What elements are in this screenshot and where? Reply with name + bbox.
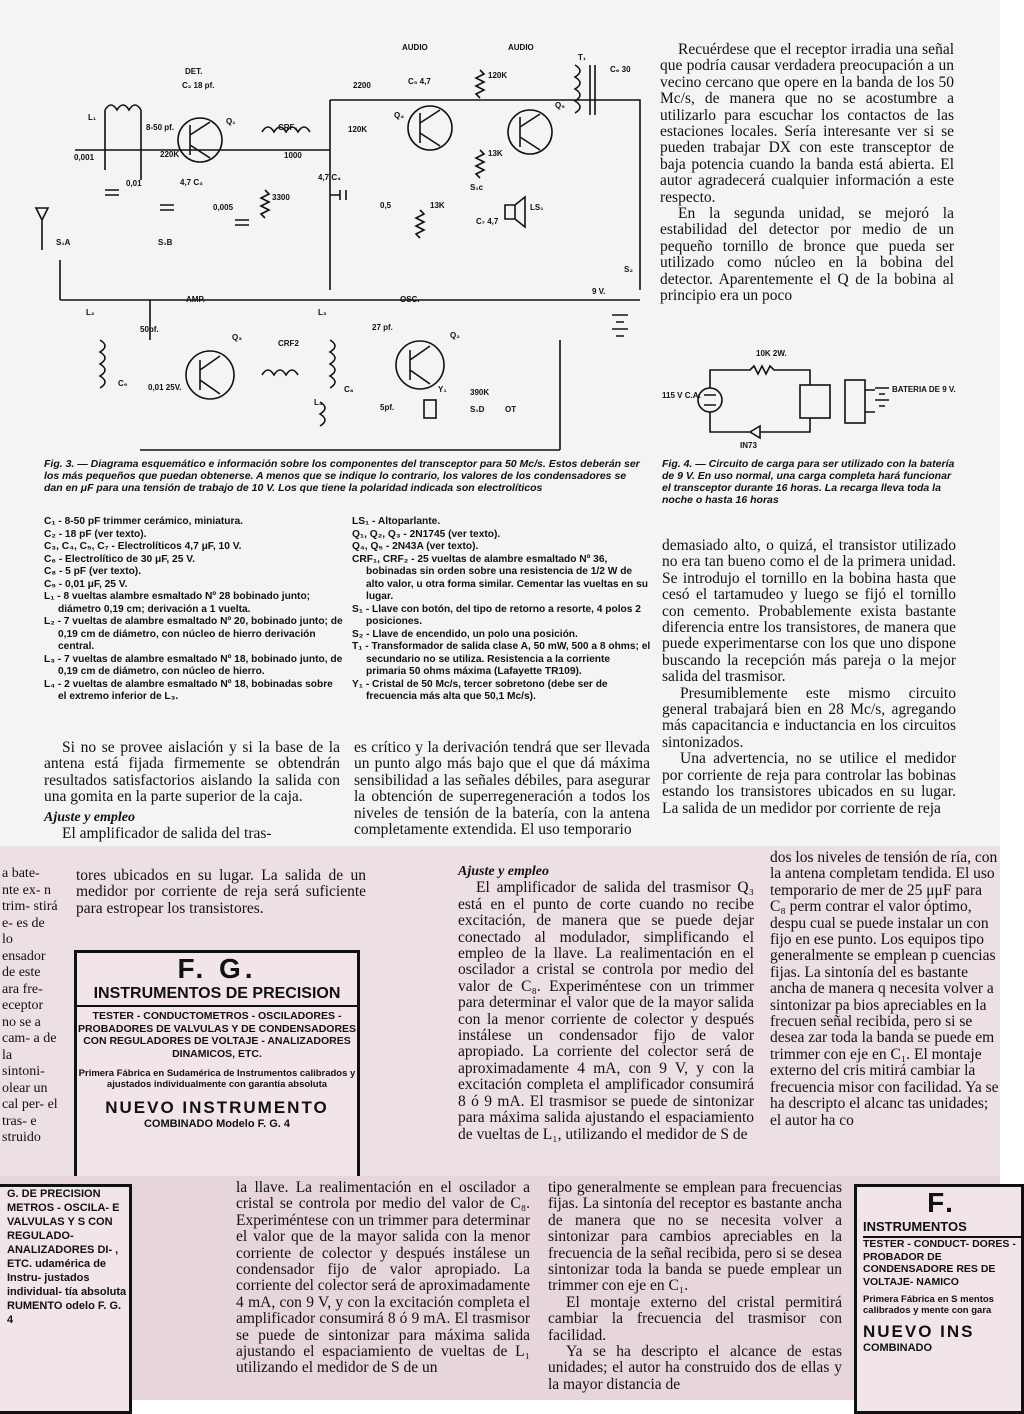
middle-page xyxy=(0,846,1000,1176)
ad-new-instrument: NUEVO INS xyxy=(863,1322,975,1341)
parts-list-left xyxy=(44,516,344,704)
label-r1000: 1000 xyxy=(284,151,302,160)
label-r13b: 13K xyxy=(430,201,445,210)
label-s2: S₂ xyxy=(624,265,633,274)
label-c2: C₂ 18 pf. xyxy=(182,81,215,90)
label-c4: 4,7 C₄ xyxy=(318,173,341,182)
label-c1: 8-50 pf. xyxy=(146,123,175,132)
ad-factory-text: Primera Fábrica en Sudamérica de Instrumentos calibrados y ajustados individualmente con garantía absoluta xyxy=(78,1068,356,1090)
part-item: LS₁ - Altoparlante. xyxy=(352,516,441,527)
bottom-ad-right-fragment xyxy=(854,1184,1024,1414)
label-r120b: 120K xyxy=(348,125,368,134)
bottom-page xyxy=(0,1176,1016,1400)
part-item: L₂ - 7 vueltas de alambre esmaltado Nº 20, bobinado junto; de 0,19 cm de diámetro, con núcleo de hierro derivación central. xyxy=(44,616,343,652)
label-c0: 0,001 xyxy=(74,153,95,162)
label-l4: L₄ xyxy=(314,398,323,407)
part-item: Q₄, Q₅ - 2N43A (ver texto). xyxy=(352,541,479,552)
label-ot: OT xyxy=(505,405,517,414)
label-c5: C₅ 4,7 xyxy=(408,77,431,86)
ad-title: INSTRUMENTOS xyxy=(863,1219,1021,1238)
section-heading-ajuste: Ajuste y empleo xyxy=(44,809,135,825)
right-column-mid xyxy=(662,538,956,817)
middle-column-bottom xyxy=(354,740,650,838)
ad-products: TESTER - CONDUCT- DORES - PROBADOR DE CONDENSADORE RES DE VOLTAJE- NAMICO xyxy=(863,1238,1016,1288)
paragraph: tores ubicados en su lugar. La salida de un medidor por corriente de reja será suficiente para estropear los transistores. xyxy=(76,867,366,917)
label-s1d: S₁D xyxy=(470,405,485,414)
part-item: C₃, C₄, C₅, C₇ - Electrolíticos 4,7 μF, 10 V. xyxy=(44,541,242,552)
label-ls1: LS₁ xyxy=(530,203,544,212)
ad-brand: F. G. xyxy=(177,953,257,984)
left-edge-fragment: a bate- nte ex- n trim- stirá e- es de lo ensador de este ara fre- eceptor no se a cam- a de la sintoni- olear un cal per- el tras- e struido xyxy=(2,866,58,1145)
label-r390: 390K xyxy=(470,388,490,397)
ad-products: TESTER - CONDUCTOMETROS - OSCILADORES - PROBADORES DE VALVULAS Y DE CONDENSADORES CON REGULADORES DE VOLTAJE - ANALIZADORES DINAMICOS, ETC. xyxy=(77,1010,357,1060)
label-r220: 220K xyxy=(160,150,180,159)
ad-model: COMBINADO xyxy=(863,1342,933,1354)
part-item: L₁ - 8 vueltas alambre esmaltado Nº 28 bobinado junto; diámetro 0,19 cm; derivación a 1 vuelta. xyxy=(44,591,311,615)
label-l1: L₁ xyxy=(88,113,97,122)
label-q3: Q₃ xyxy=(232,333,242,342)
fig3-caption: Fig. 3. — Diagrama esquemático e información sobre los componentes del transceptor para 50 Mc/s. Estos deberán ser los más pequeños que puedan obtenerse. A menos que se indique lo contrario, los valores de los condensadores se dan en μF para una tensión de trabajo de 10 V. Los que tiene la polaridad indicada son electrolíticos xyxy=(44,458,640,494)
part-item: C₆ - Electrolítico de 30 μF, 25 V. xyxy=(44,553,195,565)
fig4-resistor-label: 10K 2W. xyxy=(756,349,787,358)
ad-model: COMBINADO Modelo F. G. 4 xyxy=(143,1118,291,1130)
bottom-column-3 xyxy=(548,1180,842,1393)
label-c50: 50pf. xyxy=(140,325,159,334)
part-item: S₁ - Llave con botón, del tipo de retorno a resorte, 4 polos 2 posiciones. xyxy=(352,603,641,627)
label-q2: Q₂ xyxy=(450,331,460,340)
label-r13a: 13K xyxy=(488,149,503,158)
label-c8: C₈ xyxy=(344,385,354,394)
label-audio-2: AUDIO xyxy=(508,43,534,52)
part-item: L₄ - 2 vueltas de alambre esmaltado Nº 18, bobinadas sobre el extremo inferior de L₃. xyxy=(44,678,333,702)
paragraph: la llave. La realimentación en el oscilador a cristal se controla por medio del valor de C₈. Experiméntese con un trimmer para determinar el valor que de la mayor salida con la menor corriente de colector y después instálese un condensador fijo de valor apropiado. La corriente del colector será de aproximadamente 4 mA, con 9 V, y con la excitación completa el amplificador consumirá 8 ó 9 mA. El trasmisor se puede de sintonizar para máxima salida ajustando el espaciamiento de vueltas de L₁ utilizando el medidor de S de un xyxy=(236,1179,530,1377)
paragraph: El montaje externo del cristal permitirá cambiar la frecuencia del trasmisor con facilidad. xyxy=(548,1293,842,1344)
label-c5p: 5pf. xyxy=(380,403,395,412)
label-r2200: 2200 xyxy=(353,81,371,90)
label-y1: Y₁ xyxy=(438,385,447,394)
label-c27: 27 pf. xyxy=(372,323,393,332)
paragraph: es crítico y la derivación tendrá que ser llevada un punto algo más bajo que el que dá máxima sensibilidad a las señales débiles, para asegurar la obtención de superregeneración a todos los niveles de tensión de la batería, con la antena completamente extendida. El uso temporario xyxy=(354,739,650,839)
label-q5: Q₅ xyxy=(555,101,565,110)
label-q1: Q₁ xyxy=(226,117,236,126)
right-column-top xyxy=(660,42,954,305)
schematic-fig4 xyxy=(660,340,960,450)
label-9v: 9 V. xyxy=(592,287,606,296)
label-crf1: CRF₁ xyxy=(278,123,298,132)
label-c3: 4,7 C₃ xyxy=(180,178,203,187)
paragraph: tipo generalmente se emplean para frecuencias fijas. La sintonía del receptor es bastante ancha de manera que no se necesita volver a sintonizar para cambios apreciables en la frecuencia de la señal recibida, pero si se desea sintonizar toda la banda se puede emplear un trimmer con eje en C₁. xyxy=(548,1179,842,1295)
part-item: C₈ - 5 pF (ver texto). xyxy=(44,566,142,577)
label-c6: C₆ 30 xyxy=(610,65,631,74)
bottom-ad-fragment xyxy=(0,1184,132,1414)
part-item: L₃ - 7 vueltas de alambre esmaltado Nº 18, bobinado junto, de 0,19 cm de diámetro, con núcleo de hierro. xyxy=(44,653,343,677)
label-r120a: 120K xyxy=(488,71,508,80)
part-item: C₉ - 0,01 μF, 25 V. xyxy=(44,578,128,590)
schematic-fig3 xyxy=(0,40,660,490)
ad-factory-text: Primera Fábrica en S mentos calibrados y mente con gara xyxy=(863,1294,994,1316)
label-crf2: CRF2 xyxy=(278,339,299,348)
label-c7: C₇ 4,7 xyxy=(476,217,499,226)
label-l3: L₃ xyxy=(318,308,327,317)
label-osc: OSC. xyxy=(400,295,420,304)
left-column-bottom xyxy=(44,740,340,842)
mid-column-2 xyxy=(458,864,754,1143)
label-s1b: S₁B xyxy=(158,238,173,247)
section-heading-ajuste-2: Ajuste y empleo xyxy=(458,864,549,879)
paragraph: Una advertencia, no se utilice el medidor por corriente de reja para controlar las bobinas estando los transistores ubicados en su lugar. La salida de un medidor por corriente de reja xyxy=(662,750,956,817)
part-item: Y₁ - Cristal de 50 Mc/s, tercer sobretono (debe ser de frecuencia más alta que 50,1 Mc/s). xyxy=(352,678,608,702)
label-r3300: 3300 xyxy=(272,193,290,202)
label-c005: 0,005 xyxy=(213,203,234,212)
parts-list-right xyxy=(352,516,652,704)
label-q4: Q₄ xyxy=(394,111,405,120)
label-c0b: 0,01 xyxy=(126,179,142,188)
advertisement-fg xyxy=(74,950,360,1182)
ad-brand: F. xyxy=(927,1187,957,1218)
paragraph: El amplificador de salida del tras- xyxy=(62,825,272,843)
label-c9: C₉ xyxy=(118,379,128,388)
mid-column-1 xyxy=(76,868,366,917)
label-s1a: S₁A xyxy=(56,238,71,247)
label-det: DET. xyxy=(185,67,203,76)
paragraph: El amplificador de salida del trasmisor Q₃ está en el punto de corte cuando no recibe excitación, de manera que se puede dejar conectado al modulador, simplificando el empleo de la llave. La realimentación en el oscilador a cristal se controla por medio del valor de C₈. Experiméntese con un trimmer para determinar el valor que de la mayor salida con la menor corriente de colector y después instálese un condensador fijo de valor apropiado. La corriente del colector será de aproximadamente 4 mA, con 9 V, y con la excitación completa el amplificador consumirá 8 ó 9 mA. El trasmisor se puede de sintonizar para máxima salida ajustando el espaciamiento de vueltas de L₁, utilizando el medidor de S de xyxy=(458,879,754,1143)
paragraph: Ya se ha descripto el alcance de estas unidades; el autor ha construido dos de ellas y la mayor distancia de xyxy=(548,1343,842,1393)
label-r05: 0,5 xyxy=(380,201,392,210)
paragraph: demasiado alto, o quizá, el transistor utilizado no era tan bueno como el de la primera unidad. Se introdujo el tornillo en la bobina hasta que cesó el tartamudeo y luego se fijó el tornillo con cemento. Probablemente exista bastante diferencia entre los transistores, de manera que puede experimentarse con los que uno dispone buscando la recepción más pareja o la mejor salida del trasmisor. xyxy=(662,537,956,686)
label-s1c: S₁c xyxy=(470,183,484,192)
fig4-diode-label: IN73 xyxy=(740,441,757,450)
label-c001: 0,01 25V. xyxy=(148,383,182,392)
paragraph: Recuérdese que el receptor irradia una señal que podría causar verdadera preocupación a un vecino cercano que opere en la banda de los 50 Mc/s, de manera que no se acostumbre a utilizarlo para escuchar los contactos de las estaciones locales. Sería interesante ver si se pueden trabajar DX con este transceptor de baja potencia cuando la banda está abierta. El autor agradecerá cualquier información a este respecto. xyxy=(660,41,954,206)
label-audio-1: AUDIO xyxy=(402,43,428,52)
ad-fragment-text: G. DE PRECISION METROS - OSCILA- E VALVULAS Y S CON REGULADO- ANALIZADORES DI- , ETC. udamérica de Instru- justados individual- tía absoluta RUMENTO odelo F. G. 4 xyxy=(7,1188,127,1326)
ad-title: INSTRUMENTOS DE PRECISION xyxy=(77,985,357,1007)
part-item: T₁ - Transformador de salida clase A, 50 mW, 500 a 8 ohms; el secundario no se utiliza. Resistencia a la corriente primaria 50 ohms máxima (Lafayette TR109). xyxy=(352,641,651,677)
fig4-battery-label: BATERIA DE 9 V. xyxy=(892,385,956,394)
part-item: S₂ - Llave de encendido, un polo una posición. xyxy=(352,628,578,640)
part-item: C₁ - 8-50 pF trimmer cerámico, miniatura. xyxy=(44,516,243,527)
paragraph: En la segunda unidad, se mejoró la estabilidad del detector por medio de un pequeño tornillo de bronce que pueda ser utilizado como núcleo en la bobina del detector. Aparentemente el Q de la bobina al principio era un poco xyxy=(660,205,954,305)
fig4-caption: Fig. 4. — Circuito de carga para ser utilizado con la batería de 9 V. En uso normal, una carga completa hará funcionar el transceptor durante 16 horas. La recarga lleva toda la noche o hasta 16 horas xyxy=(662,458,955,506)
ad-new-instrument: NUEVO INSTRUMENTO xyxy=(105,1098,329,1117)
paragraph: Si no se provee aislación y si la base de la antena está fijada firmemente se obtendrán resultados satisfactorios aislando la salida con una gomita en la parte superior de la caja. xyxy=(44,739,340,806)
paragraph: Presumiblemente este mismo circuito general trabajará bien en 28 Mc/s, agregando más capacitancia e inductancia en los circuitos sintonizados. xyxy=(662,684,956,751)
label-t1: T₁ xyxy=(578,53,587,62)
paragraph: dos los niveles de tensión de ría, con la antena completam tendida. El uso temporario de mer de 25 μμF para C₈ perm contrar el valor óptimo, despu cual se puede instalar un con fijo en ese punto. Los equipos tipo generalmente se emplean p cuencias fijas. La sintonía del es bastante ancha de manera q necesita volver a sintonizar pa bios apreciables en la frecuen señal recibida, pero si se desea zar toda la banda se puede em trimmer con eje en C₁. El montaje externo del cris mitirá cambiar la frecuencia misor con facilidad. Ya se ha descripto el alcanc tas unidades; el autor ha co xyxy=(770,849,999,1129)
fig4-voltage-label: 115 V C.A. xyxy=(662,391,701,400)
label-amp: AMP. xyxy=(186,295,205,304)
part-item: C₂ - 18 pF (ver texto). xyxy=(44,528,147,540)
part-item: CRF₁, CRF₂ - 25 vueltas de alambre esmaltado Nº 36, bobinadas sin orden sobre una resistencia de 1/2 W de alto valor, u otra forma similar. Cementar las vueltas en su lugar. xyxy=(352,553,648,602)
bottom-column-2 xyxy=(236,1180,530,1377)
mid-column-3 xyxy=(770,850,1000,1176)
label-l2: L₂ xyxy=(86,308,95,317)
part-item: Q₁, Q₂, Q₃ - 2N1745 (ver texto). xyxy=(352,528,501,540)
